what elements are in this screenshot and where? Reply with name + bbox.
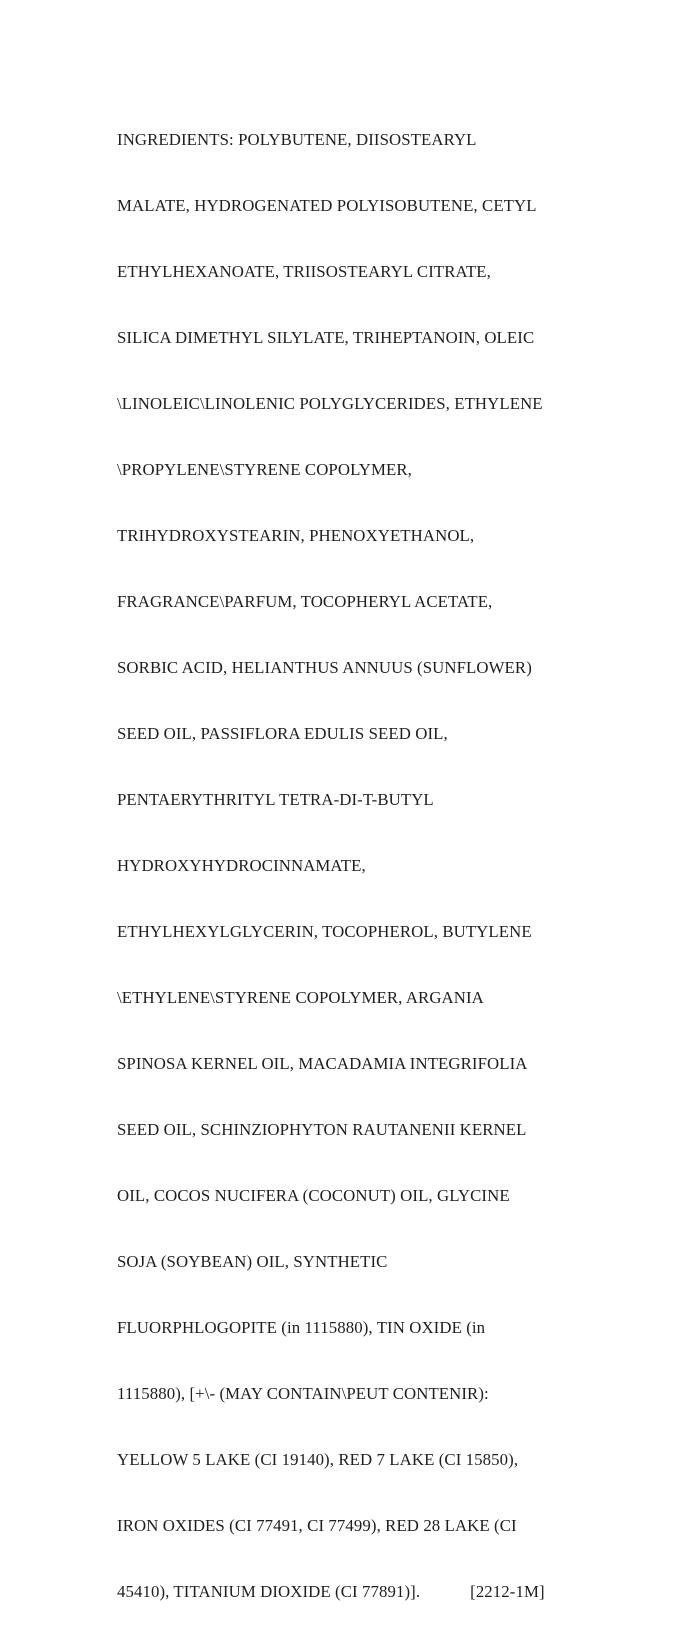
ingredients-line: PENTAERYTHRITYL TETRA-DI-T-BUTYL [117, 790, 434, 809]
ingredients-line: SILICA DIMETHYL SILYLATE, TRIHEPTANOIN, OLEIC [117, 328, 535, 347]
ingredients-last-line [117, 1581, 587, 1603]
ingredients-line: OIL, COCOS NUCIFERA (COCONUT) OIL, GLYCINE [117, 1186, 510, 1205]
ingredients-line: SORBIC ACID, HELIANTHUS ANNUUS (SUNFLOWER) [117, 658, 532, 677]
batch-code: [2212-1M] [470, 1582, 545, 1601]
ingredients-text-block [117, 85, 587, 1647]
ingredients-line: SEED OIL, SCHINZIOPHYTON RAUTANENII KERNEL [117, 1120, 527, 1139]
ingredients-line: \ETHYLENE\STYRENE COPOLYMER, ARGANIA [117, 988, 484, 1007]
ingredients-line: \PROPYLENE\STYRENE COPOLYMER, [117, 460, 412, 479]
ingredients-line: FRAGRANCE\PARFUM, TOCOPHERYL ACETATE, [117, 592, 493, 611]
ingredients-line: MALATE, HYDROGENATED POLYISOBUTENE, CETYL [117, 196, 537, 215]
ingredients-line: TRIHYDROXYSTEARIN, PHENOXYETHANOL, [117, 526, 475, 545]
ingredients-line: HYDROXYHYDROCINNAMATE, [117, 856, 366, 875]
ingredients-line: FLUORPHLOGOPITE (in 1115880), TIN OXIDE (in [117, 1318, 486, 1337]
ingredients-line: SPINOSA KERNEL OIL, MACADAMIA INTEGRIFOLIA [117, 1054, 528, 1073]
ingredients-line: INGREDIENTS: POLYBUTENE, DIISOSTEARYL [117, 130, 477, 149]
ingredients-line: 1115880), [+\- (MAY CONTAIN\PEUT CONTENIR): [117, 1384, 489, 1403]
ingredients-line: \LINOLEIC\LINOLENIC POLYGLYCERIDES, ETHYLENE [117, 394, 543, 413]
ingredients-line: ETHYLHEXYLGLYCERIN, TOCOPHEROL, BUTYLENE [117, 922, 532, 941]
ingredients-line: 45410), TITANIUM DIOXIDE (CI 77891)]. [117, 1582, 421, 1601]
ingredients-line: ETHYLHEXANOATE, TRIISOSTEARYL CITRATE, [117, 262, 491, 281]
ingredients-line: SOJA (SOYBEAN) OIL, SYNTHETIC [117, 1252, 388, 1271]
ingredients-line: IRON OXIDES (CI 77491, CI 77499), RED 28 LAKE (CI [117, 1516, 517, 1535]
ingredients-line: SEED OIL, PASSIFLORA EDULIS SEED OIL, [117, 724, 448, 743]
ingredients-line: YELLOW 5 LAKE (CI 19140), RED 7 LAKE (CI 15850), [117, 1450, 519, 1469]
